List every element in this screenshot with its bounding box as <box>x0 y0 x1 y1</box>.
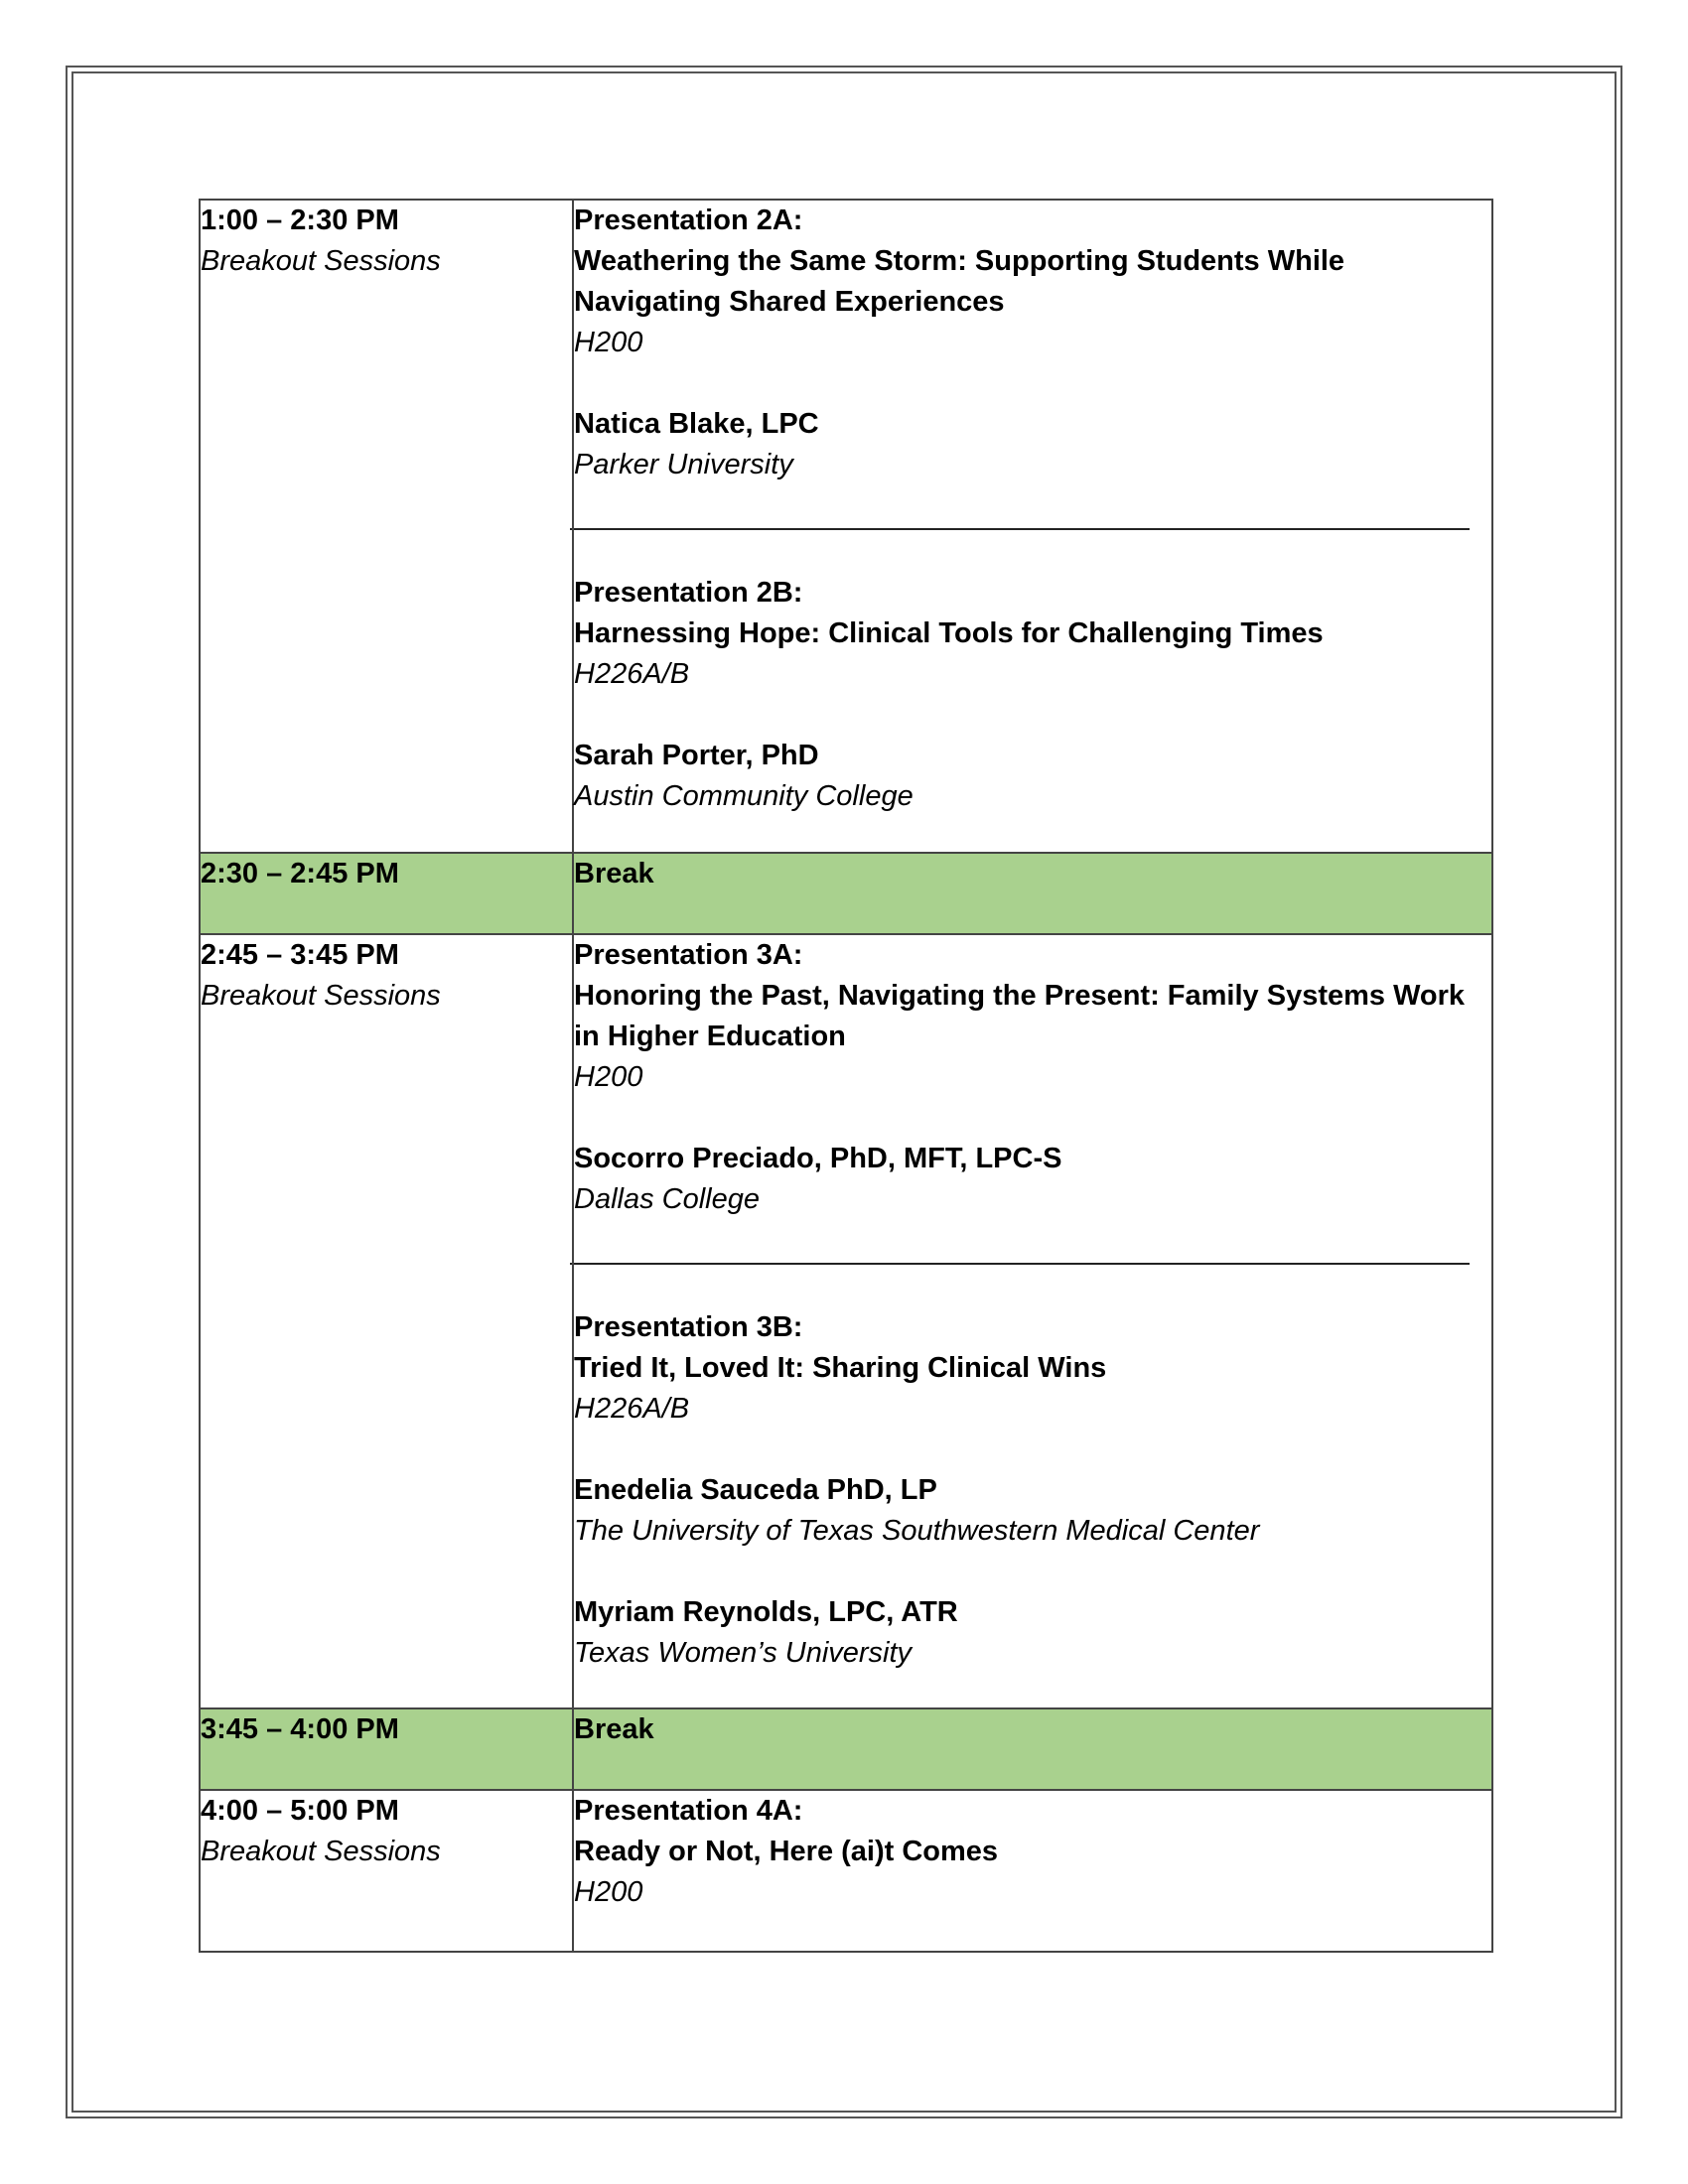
time-slot: 4:00 – 5:00 PM <box>201 1795 399 1827</box>
room: H226A/B <box>574 658 690 690</box>
presenter-affiliation: Dallas College <box>574 1183 760 1215</box>
presentation-4a <box>574 1791 1491 1913</box>
presentation-3a <box>574 935 1491 1220</box>
presenter-affiliation: Texas Women’s University <box>574 1637 913 1669</box>
presenter-affiliation: The University of Texas Southwestern Medical Center <box>574 1515 1260 1547</box>
room: H226A/B <box>574 1393 690 1425</box>
presentation-heading: Presentation 3A: <box>574 939 803 971</box>
presentation-heading: Presentation 3B: <box>574 1311 803 1343</box>
presenter-name: Socorro Preciado, PhD, MFT, LPC-S <box>574 1143 1062 1174</box>
presentation-heading: Presentation 2B: <box>574 577 803 609</box>
break-label: Break <box>574 1713 654 1745</box>
room: H200 <box>574 327 643 358</box>
schedule-row-1 <box>200 200 1492 853</box>
presentation-3b <box>574 1307 1491 1674</box>
presenter-affiliation: Parker University <box>574 449 793 480</box>
presentation-title: Weathering the Same Storm: Supporting Students While <box>574 245 1345 277</box>
presentation-title: Navigating Shared Experiences <box>574 286 1005 318</box>
presenter-affiliation: Austin Community College <box>574 780 914 812</box>
presenter-name: Myriam Reynolds, LPC, ATR <box>574 1596 958 1628</box>
detail-cell <box>573 1708 1492 1790</box>
time-slot: 2:30 – 2:45 PM <box>201 858 399 889</box>
presentation-heading: Presentation 2A: <box>574 205 803 236</box>
time-cell <box>200 934 573 1708</box>
presentation-2a <box>574 201 1491 485</box>
presentation-title: Tried It, Loved It: Sharing Clinical Wins <box>574 1352 1107 1384</box>
detail-cell <box>573 1790 1492 1952</box>
detail-cell <box>573 934 1492 1708</box>
schedule-row-break <box>200 853 1492 934</box>
schedule-row-break <box>200 1708 1492 1790</box>
presenter-name: Natica Blake, LPC <box>574 408 819 440</box>
presentation-divider <box>570 528 1470 530</box>
presentation-heading: Presentation 4A: <box>574 1795 803 1827</box>
time-slot: 1:00 – 2:30 PM <box>201 205 399 236</box>
detail-cell <box>573 853 1492 934</box>
presenter-name: Enedelia Sauceda PhD, LP <box>574 1474 937 1506</box>
presentation-title: Honoring the Past, Navigating the Present: Family Systems Work <box>574 980 1466 1012</box>
room: H200 <box>574 1061 643 1093</box>
presentation-title: Harnessing Hope: Clinical Tools for Challenging Times <box>574 617 1324 649</box>
room: H200 <box>574 1876 643 1908</box>
session-type: Breakout Sessions <box>201 980 441 1012</box>
time-cell <box>200 853 573 934</box>
time-cell <box>200 200 573 853</box>
time-slot: 2:45 – 3:45 PM <box>201 939 399 971</box>
schedule-row-5 <box>200 1790 1492 1952</box>
session-type: Breakout Sessions <box>201 245 441 277</box>
presentation-divider <box>570 1263 1470 1265</box>
presentation-2b <box>574 573 1491 817</box>
detail-cell <box>573 200 1492 853</box>
session-type: Breakout Sessions <box>201 1836 441 1867</box>
time-cell <box>200 1790 573 1952</box>
time-cell <box>200 1708 573 1790</box>
schedule-row-3 <box>200 934 1492 1708</box>
break-label: Break <box>574 858 654 889</box>
presentation-title: in Higher Education <box>574 1021 846 1052</box>
presenter-name: Sarah Porter, PhD <box>574 740 819 771</box>
presentation-title: Ready or Not, Here (ai)t Comes <box>574 1836 999 1867</box>
schedule-table <box>199 199 1493 1953</box>
time-slot: 3:45 – 4:00 PM <box>201 1713 399 1745</box>
